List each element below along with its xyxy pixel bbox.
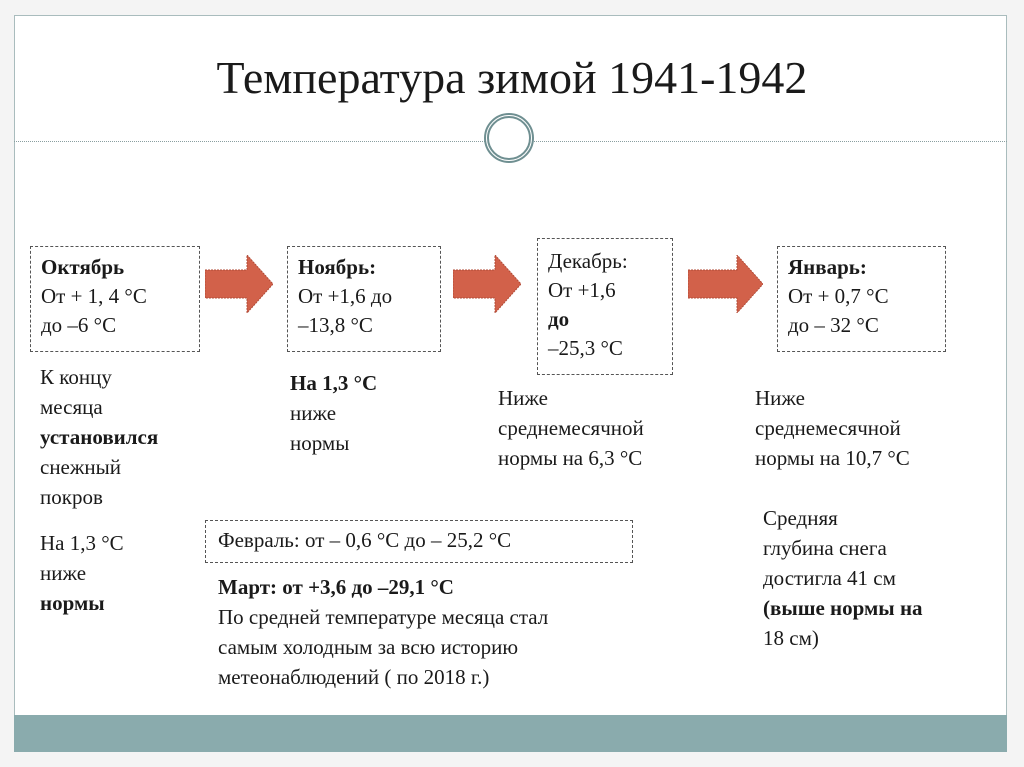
- note-line: нормы на 6,3 °С: [498, 446, 643, 470]
- note-line: установился: [40, 425, 159, 449]
- slide-title: Температура зимой 1941-1942: [216, 52, 808, 103]
- note-line: ниже: [290, 401, 337, 425]
- february-text: Февраль: от – 0,6 °С до – 25,2 °С: [218, 528, 512, 552]
- footer-bar: [14, 715, 1007, 752]
- arrow-right-icon: [205, 255, 273, 313]
- february-box: [205, 520, 633, 563]
- october-note: [40, 362, 158, 512]
- note-line: покров: [40, 485, 103, 509]
- december-line1: От +1,6: [548, 278, 616, 302]
- note-line: среднемесячной: [498, 416, 644, 440]
- note-line: ниже: [40, 561, 87, 585]
- november-name: Ноябрь:: [298, 255, 377, 279]
- note-line: среднемесячной: [755, 416, 901, 440]
- december-line2: до: [548, 307, 570, 331]
- november-line2: –13,8 °С: [298, 313, 373, 337]
- november-box: [287, 246, 441, 352]
- january-line1: От + 0,7 °С: [788, 284, 889, 308]
- march-line: самым холодным за всю историю: [218, 635, 519, 659]
- snow-line: 18 см): [763, 626, 819, 650]
- december-name: Декабрь:: [548, 249, 628, 273]
- note-line: На 1,3 °С: [290, 371, 378, 395]
- note-line: Ниже: [498, 386, 548, 410]
- january-name: Январь:: [788, 255, 867, 279]
- march-block: [218, 572, 548, 692]
- january-note: [755, 383, 910, 473]
- arrow-right-icon: [688, 255, 763, 313]
- december-note: [498, 383, 644, 473]
- october-name: Октябрь: [41, 255, 125, 279]
- october-box: [30, 246, 200, 352]
- october-line2: до –6 °С: [41, 313, 117, 337]
- october-line1: От + 1, 4 °С: [41, 284, 147, 308]
- january-box: [777, 246, 946, 352]
- march-line: метеонаблюдений ( по 2018 г.): [218, 665, 490, 689]
- note-line: Ниже: [755, 386, 805, 410]
- december-box: [537, 238, 673, 375]
- note-line: нормы: [290, 431, 350, 455]
- note-line: нормы: [40, 591, 105, 615]
- note-line: На 1,3 °С: [40, 531, 124, 555]
- circle-ornament-icon: [484, 113, 534, 163]
- november-line1: От +1,6 до: [298, 284, 393, 308]
- note-line: нормы на 10,7 °С: [755, 446, 910, 470]
- october-note2: [40, 528, 124, 618]
- snow-line: глубина снега: [763, 536, 887, 560]
- snow-line: (выше нормы на: [763, 596, 923, 620]
- arrow-right-icon: [453, 255, 521, 313]
- november-note: [290, 368, 377, 458]
- snow-block: [763, 503, 923, 653]
- march-line: По средней температуре месяца стал: [218, 605, 549, 629]
- note-line: месяца: [40, 395, 103, 419]
- december-line3: –25,3 °С: [548, 336, 623, 360]
- note-line: снежный: [40, 455, 121, 479]
- march-heading: Март: от +3,6 до –29,1 °С: [218, 575, 454, 599]
- note-line: К концу: [40, 365, 112, 389]
- snow-line: Средняя: [763, 506, 838, 530]
- snow-line: достигла 41 см: [763, 566, 896, 590]
- january-line2: до – 32 °С: [788, 313, 879, 337]
